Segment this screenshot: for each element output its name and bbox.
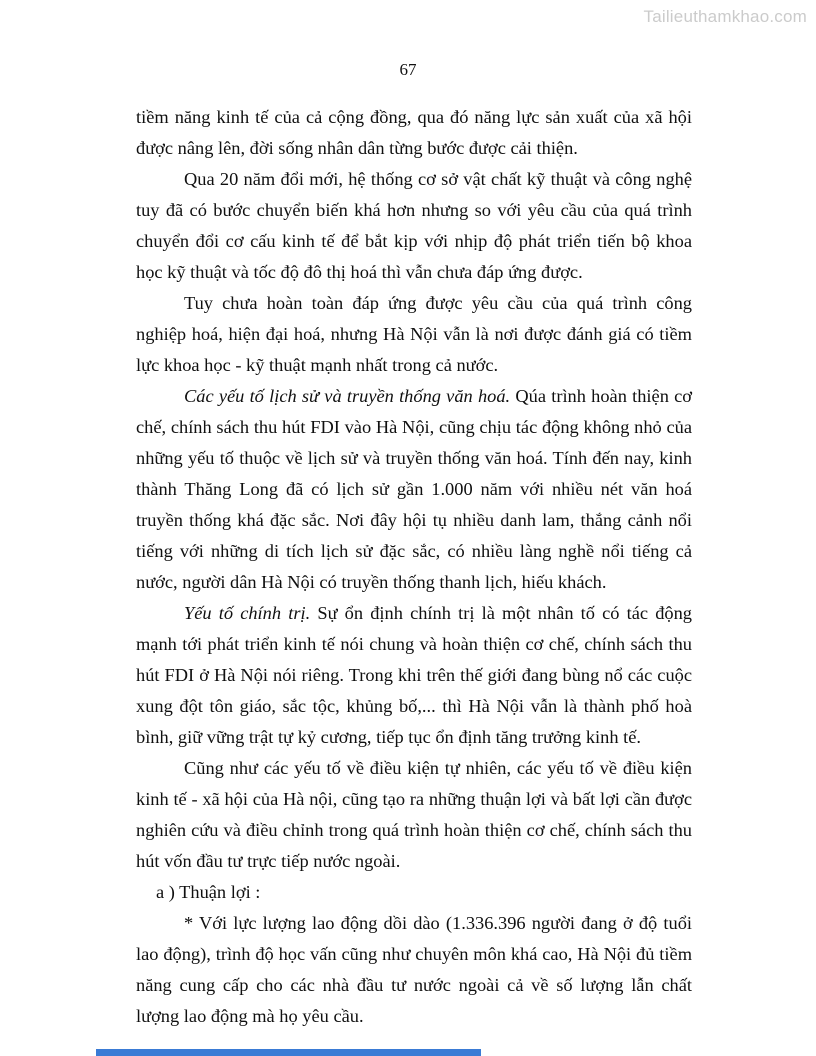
paragraph: Qua 20 năm đổi mới, hệ thống cơ sở vật chất kỹ thuật và công nghệ tuy đã có bước chuyển biến khá hơn nhưng so với yêu cầu của quá trình chuyển đổi cơ cấu kinh tế để bắt kịp với nhịp độ phát triển tiến bộ khoa học kỹ thuật và tốc độ đô thị hoá thì vẫn chưa đáp ứng được. xyxy=(136,169,692,282)
page-number: 67 xyxy=(399,60,417,79)
paragraph: Yếu tố chính trị. Sự ổn định chính trị là một nhân tố có tác động mạnh tới phát triển kinh tế nói chung và hoàn thiện cơ chế, chính sách thu hút FDI ở Hà Nội nói riêng. Trong khi trên thế giới đang bùng nổ các cuộc xung đột tôn giáo, sắc tộc, khủng bố,... thì Hà Nội vẫn là thành phố hoà bình, giữ vững trật tự kỷ cương, tiếp tục ổn định tăng trưởng kinh tế. xyxy=(136,603,693,747)
paragraph: Cũng như các yếu tố về điều kiện tự nhiên, các yếu tố về điều kiện kinh tế - xã hội của Hà nội, cũng tạo ra những thuận lợi và bất lợi cần được nghiên cứu và điều chỉnh trong quá trình hoàn thiện cơ chế, chính sách thu hút vốn đầu tư trực tiếp nước ngoài. xyxy=(136,758,692,871)
paragraph: Các yếu tố lịch sử và truyền thống văn hoá. Qúa trình hoàn thiện cơ chế, chính sách thu hút FDI vào Hà Nội, cũng chịu tác động không nhỏ của những yếu tố thuộc về lịch sử và truyền thống văn hoá. Tính đến nay, kinh thành Thăng Long đã có lịch sử gần 1.000 năm với nhiều nét văn hoá truyền thống khá đặc sắc. Nơi đây hội tụ nhiều danh lam, thắng cảnh nổi tiếng với những di tích lịch sử đặc sắc, có nhiều làng nghề nổi tiếng cả nước, người dân Hà Nội có truyền thống thanh lịch, hiếu khách. xyxy=(136,386,693,592)
paragraph: a ) Thuận lợi : xyxy=(156,882,261,902)
paragraph: * Với lực lượng lao động dồi dào (1.336.396 người đang ở độ tuổi lao động), trình độ học vấn cũng như chuyên môn khá cao, Hà Nội đủ tiềm năng cung cấp cho các nhà đầu tư nước ngoài cả về số lượng lẫn chất lượng lao động mà họ yêu cầu. xyxy=(136,913,692,1026)
paragraph: tiềm năng kinh tế của cả cộng đồng, qua đó năng lực sản xuất của xã hội được nâng lên, đời sống nhân dân từng bước được cải thiện. xyxy=(136,107,692,158)
bottom-progress-bar xyxy=(96,1049,481,1056)
paragraph: Tuy chưa hoàn toàn đáp ứng được yêu cầu của quá trình công nghiệp hoá, hiện đại hoá, nhưng Hà Nội vẫn là nơi được đánh giá có tiềm lực khoa học - kỹ thuật mạnh nhất trong cả nước. xyxy=(136,293,692,375)
watermark-text: Tailieuthamkhao.com xyxy=(643,7,807,26)
body-text xyxy=(136,102,692,1032)
paragraph-lead-italic: Yếu tố chính trị. xyxy=(184,603,311,623)
paragraph-lead-italic: Các yếu tố lịch sử và truyền thống văn hoá. xyxy=(184,386,511,406)
